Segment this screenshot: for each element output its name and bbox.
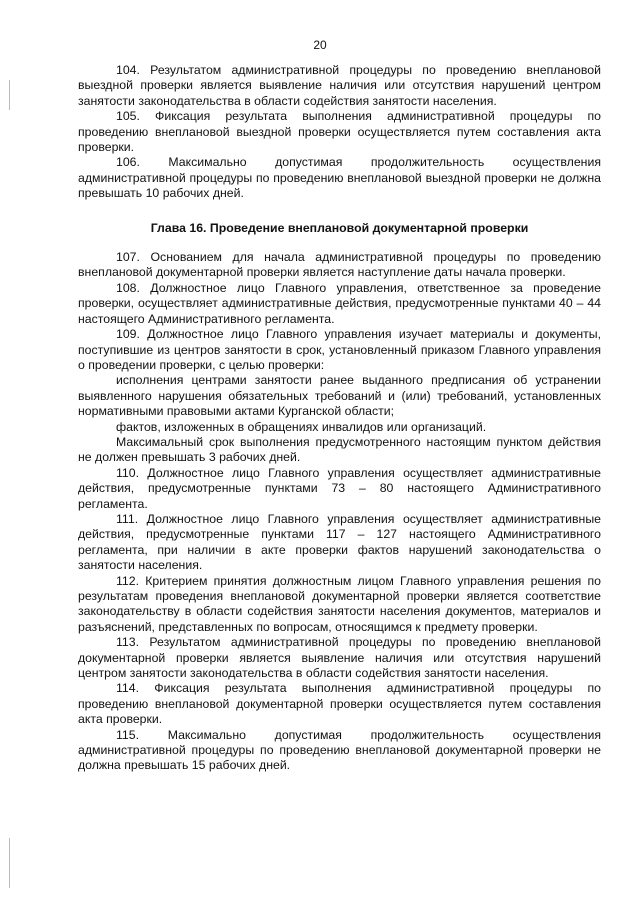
paragraph-107: 107. Основанием для начала административной процедуры по проведению внеплановой документарной проверки является наступление даты начала проверки. [78, 250, 601, 280]
paragraph-115: 115. Максимально допустимая продолжительность осуществления административной процедуры по проведению внеплановой документарной проверки не должна превышать 15 рабочих дней. [78, 727, 601, 773]
paragraph-109: 109. Должностное лицо Главного управления изучает материалы и документы, поступившие из центров занятости в срок, установленный приказом Главного управления о проведении проверки, с целью проверки: [78, 327, 601, 372]
paragraph-108: 108. Должностное лицо Главного управления, ответственное за проведение проверки, осуществляет административные действия, предусмотренные пунктами 40 – 44 настоящего Административного регламента. [78, 280, 601, 326]
paragraph-114: 114. Фиксация результата выполнения административной процедуры по проведению внеплановой документарной проверки осуществляется путем составления акта проверки. [78, 681, 601, 727]
scan-margin-mark [9, 838, 10, 888]
paragraph-105: 105. Фиксация результата выполнения административной процедуры по проведению внеплановой выездной проверки осуществляется путем составления акта проверки. [78, 109, 601, 155]
page-number: 20 [313, 38, 327, 52]
paragraph-109-item-2: фактов, изложенных в обращениях инвалидов или организаций. [116, 419, 487, 434]
paragraph-109-item-1: исполнения центрами занятости ранее выданного предписания об устранении выявленного нарушения обязательных требований и (или) требований, установленных нормативными правовыми актами Курганской области; [78, 373, 601, 419]
document-body [78, 63, 601, 774]
paragraph-111: 111. Должностное лицо Главного управления осуществляет административные действия, предусмотренные пунктами 117 – 127 настоящего Административного регламента, при наличии в акте проверки фактов нарушений законодательства о занятости населения. [78, 511, 601, 573]
paragraph-113: 113. Результатом административной процедуры по проведению внеплановой документарной проверки является выявление наличия или отсутствия нарушений центром занятости законодательства в области содействия занятости населения. [78, 635, 601, 681]
paragraph-112: 112. Критерием принятия должностным лицом Главного управления решения по результатам проведения внеплановой документарной проверки является соответствие законодательству в области содействия занятости населения документов, материалов и разъяснений, представленных по вопросам, относящимся к предмету проверки. [78, 573, 601, 634]
paragraph-104: 104. Результатом административной процедуры по проведению внеплановой выездной проверки является выявление наличия или отсутствия нарушений центром занятости законодательства в области содействия занятости населения. [78, 63, 601, 108]
scan-margin-mark [9, 80, 10, 110]
chapter-title: Глава 16. Проведение внеплановой документарной проверки [150, 220, 529, 235]
paragraph-109-deadline: Максимальный срок выполнения предусмотренного настоящим пунктом действия не должен превышать 3 рабочих дней. [78, 434, 601, 465]
paragraph-110: 110. Должностное лицо Главного управления осуществляет административные действия, предусмотренные пунктами 73 – 80 настоящего Административного регламента. [78, 465, 601, 511]
paragraph-106: 106. Максимально допустимая продолжительность осуществления административной процедуры по проведению внеплановой выездной проверки не должна превышать 10 рабочих дней. [78, 155, 601, 201]
